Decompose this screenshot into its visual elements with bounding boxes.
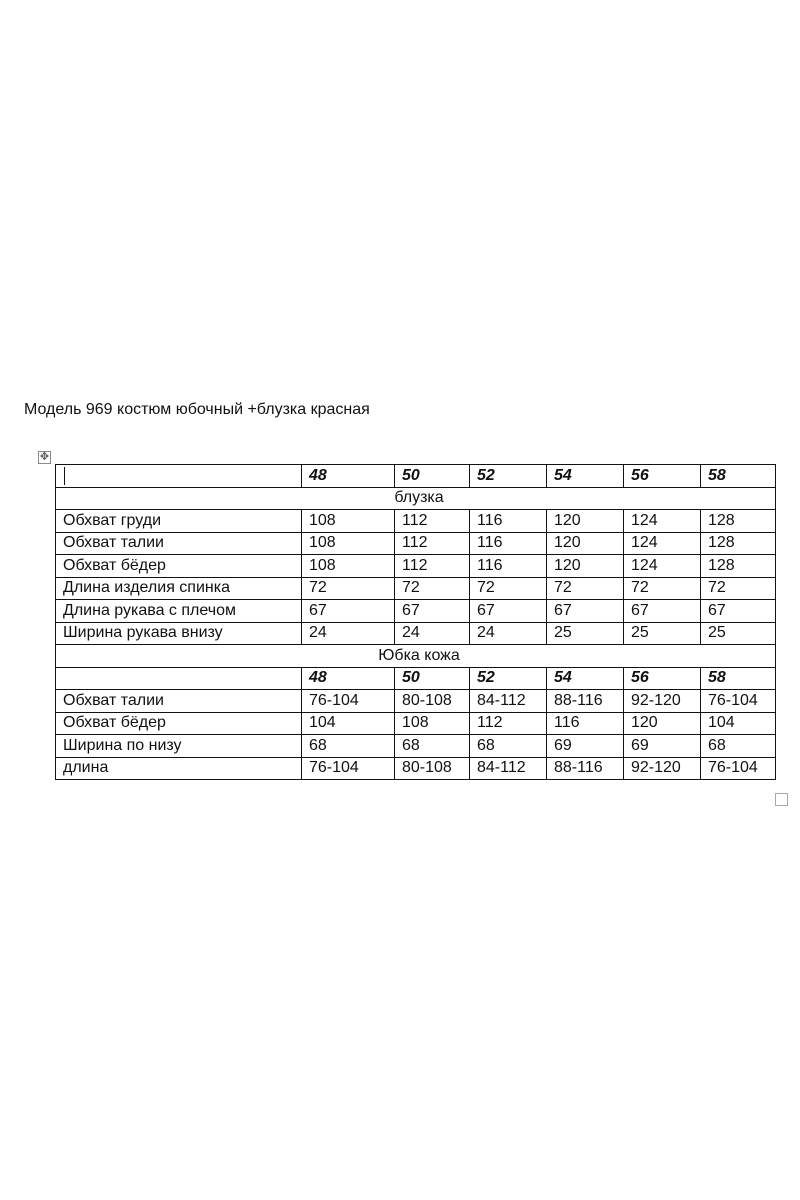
measurement-value: 25 [547,622,624,645]
measurement-value: 68 [701,735,776,758]
skirt-section-row [56,645,776,668]
size-header-cell: 50 [395,465,470,488]
measurement-value: 68 [395,735,470,758]
measurement-value: 72 [624,577,701,600]
measurement-value: 67 [302,600,395,623]
table-row [56,690,776,713]
measurement-value: 128 [701,555,776,578]
measurement-value: 108 [302,510,395,533]
measurement-value: 104 [701,712,776,735]
measurement-value: 25 [624,622,701,645]
size-header-cell: 52 [470,465,547,488]
measurement-value: 116 [470,555,547,578]
table-resize-handle-icon[interactable] [775,793,788,806]
measurement-value: 128 [701,510,776,533]
measurement-label: Обхват талии [56,690,302,713]
measurement-value: 116 [470,532,547,555]
size-chart-table [55,464,776,780]
measurement-value: 76-104 [701,757,776,780]
measurement-value: 72 [302,577,395,600]
measurement-value: 67 [624,600,701,623]
measurement-label: Ширина рукава внизу [56,622,302,645]
measurement-value: 25 [701,622,776,645]
measurement-value: 68 [470,735,547,758]
measurement-value: 24 [395,622,470,645]
measurement-value: 24 [470,622,547,645]
measurement-value: 67 [395,600,470,623]
table-row [56,510,776,533]
size-header-row [56,465,776,488]
measurement-value: 68 [302,735,395,758]
measurement-value: 80-108 [395,757,470,780]
table-row [56,555,776,578]
measurement-value: 108 [302,532,395,555]
measurement-value: 88-116 [547,690,624,713]
measurement-value: 108 [302,555,395,578]
measurement-label: Обхват бёдер [56,555,302,578]
measurement-value: 112 [395,555,470,578]
measurement-value: 112 [395,532,470,555]
size-header-cell: 50 [395,667,470,690]
header-corner-cell [56,667,302,690]
measurement-value: 76-104 [302,690,395,713]
blouse-section-row [56,487,776,510]
measurement-value: 76-104 [302,757,395,780]
measurement-value: 72 [547,577,624,600]
measurement-value: 116 [470,510,547,533]
table-row [56,577,776,600]
measurement-value: 67 [470,600,547,623]
blouse-section-heading: блузка [56,487,776,510]
measurement-value: 120 [547,510,624,533]
size-header-cell: 52 [470,667,547,690]
measurement-value: 120 [547,532,624,555]
table-row [56,735,776,758]
table-row [56,712,776,735]
measurement-value: 112 [470,712,547,735]
measurement-value: 88-116 [547,757,624,780]
measurement-label: Обхват груди [56,510,302,533]
size-header-cell: 56 [624,667,701,690]
measurement-value: 124 [624,532,701,555]
measurement-value: 120 [547,555,624,578]
measurement-value: 124 [624,555,701,578]
measurement-value: 72 [470,577,547,600]
size-header-cell: 58 [701,465,776,488]
measurement-value: 116 [547,712,624,735]
measurement-value: 76-104 [701,690,776,713]
measurement-value: 72 [701,577,776,600]
measurement-value: 92-120 [624,757,701,780]
measurement-value: 92-120 [624,690,701,713]
measurement-label: Обхват талии [56,532,302,555]
measurement-value: 69 [547,735,624,758]
measurement-label: Ширина по низу [56,735,302,758]
measurement-value: 67 [701,600,776,623]
measurement-value: 80-108 [395,690,470,713]
document-title: Модель 969 костюм юбочный +блузка красная [24,401,370,418]
measurement-value: 67 [547,600,624,623]
measurement-value: 72 [395,577,470,600]
measurement-value: 108 [395,712,470,735]
measurement-value: 104 [302,712,395,735]
table-row [56,600,776,623]
table-row [56,622,776,645]
measurement-value: 69 [624,735,701,758]
measurement-value: 120 [624,712,701,735]
size-header-row [56,667,776,690]
table-move-handle-icon[interactable]: ✥ [39,451,50,463]
measurement-value: 124 [624,510,701,533]
measurement-label: Обхват бёдер [56,712,302,735]
size-header-cell: 48 [302,465,395,488]
measurement-label: Длина изделия спинка [56,577,302,600]
measurement-value: 128 [701,532,776,555]
measurement-value: 112 [395,510,470,533]
size-header-cell: 48 [302,667,395,690]
size-header-cell: 54 [547,667,624,690]
measurement-label: Длина рукава с плечом [56,600,302,623]
size-header-cell: 58 [701,667,776,690]
measurement-value: 84-112 [470,690,547,713]
measurement-value: 84-112 [470,757,547,780]
size-header-cell: 56 [624,465,701,488]
measurement-label: длина [56,757,302,780]
measurement-value: 24 [302,622,395,645]
size-header-cell: 54 [547,465,624,488]
skirt-section-heading: Юбка кожа [56,645,776,668]
table-row [56,757,776,780]
table-row [56,532,776,555]
header-corner-cell [56,465,302,488]
